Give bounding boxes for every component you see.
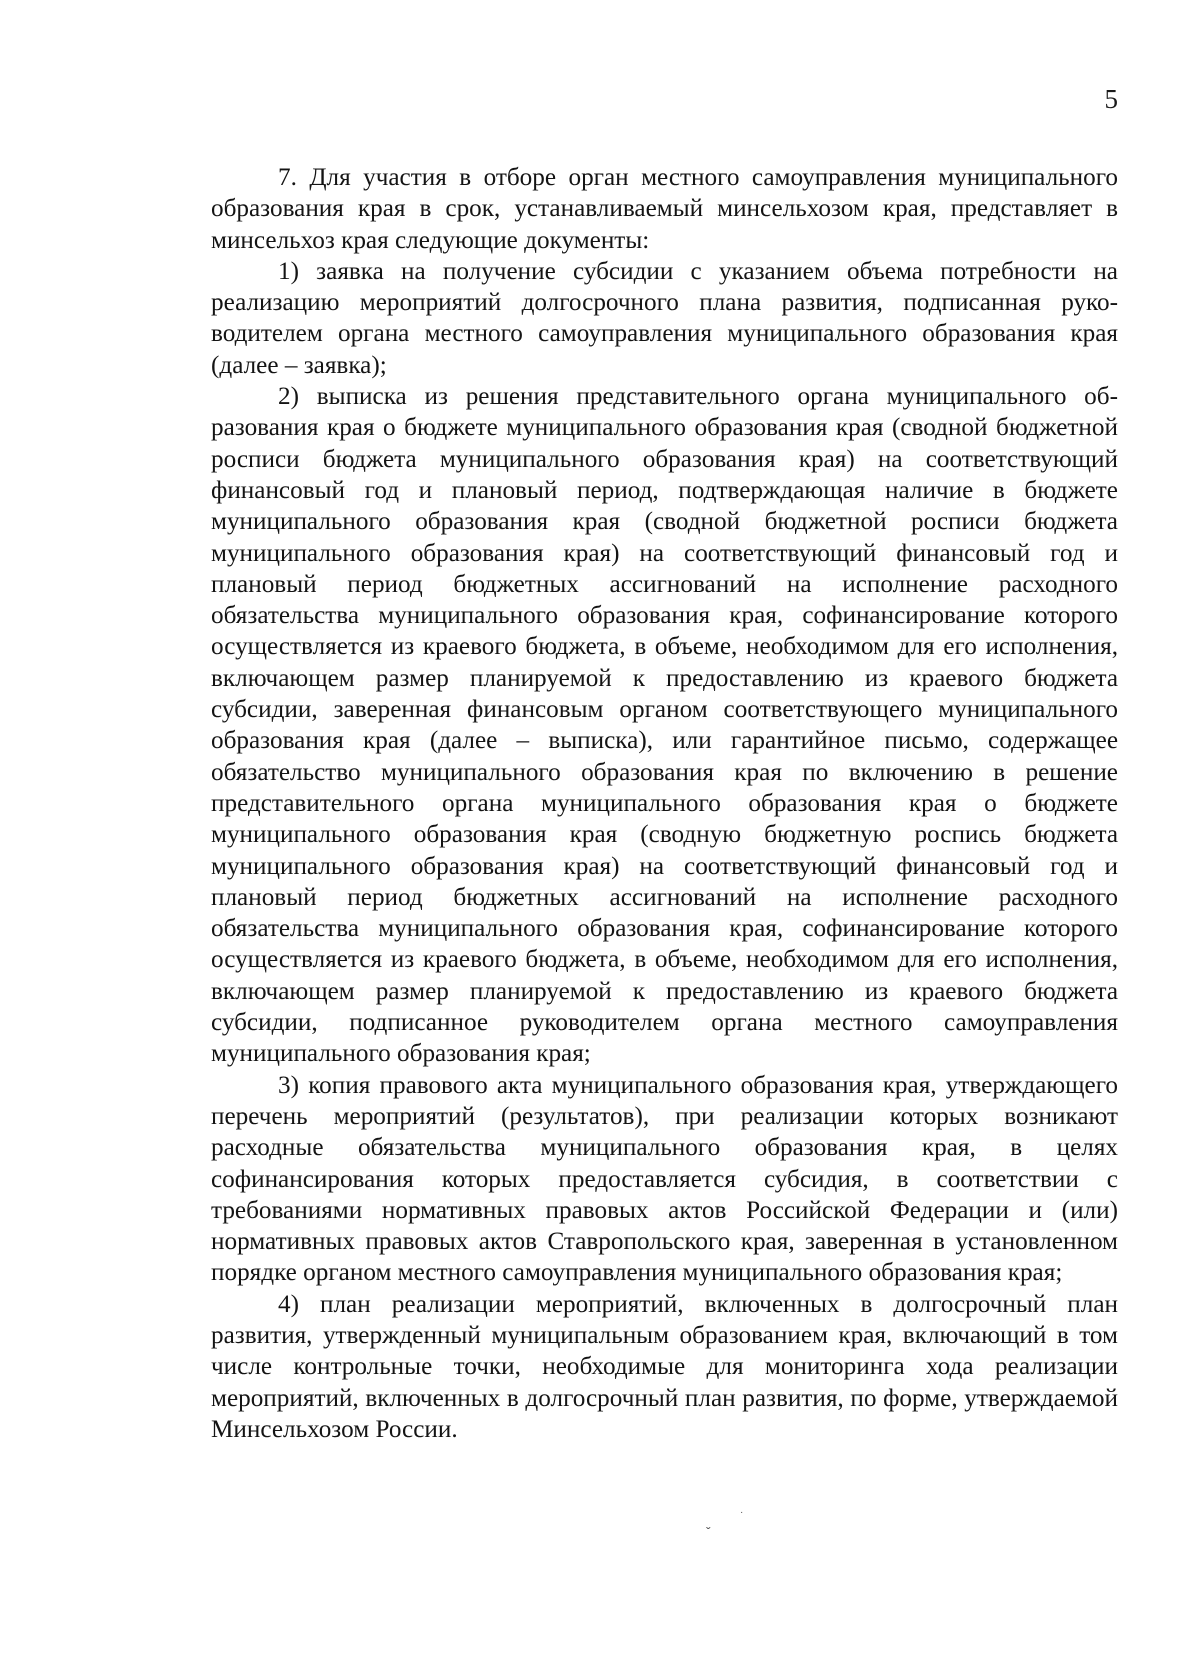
paragraph-item-1-application: 1) заявка на получение субсидии с указанием объема потребности на реализацию мероприятий долгосрочного плана развития, подписанная руководителем органа местного самоуправления муниципального образования края (далее – заявка); (211, 257, 1118, 379)
scan-artifact-mark: ˇ (706, 1524, 711, 1540)
paragraph-item-2-budget-extract: 2) выписка из решения представительного органа муниципального образования края о бюджете муниципального образования края (сводной бюджетной росписи бюджета муниципального образования края) на соответствующий финансовый год и плановый период, подтверждающая наличие в бюджете муниципального образования края (сводной бюджетной росписи бюджета муниципального образования края) на соответствующий финансовый год и плановый период бюджетных ассигнований на исполнение расходного обязательства муниципального образования края, софинансирование которого осуществляется из краевого бюджета, в объеме, необходимом для его исполнения, включающем размер планируемой к предоставлению из краевого бюджета субсидии, заверенная финансовым органом соответствующего муниципального образования края (далее – выписка), или гарантийное письмо, содержащее обязательство муниципального образования края по включению в решение представительного органа муниципального образования края о бюджете муниципального образования края (сводную бюджетную роспись бюджета муниципального образования края) на соответствующий финансовый год и плановый период бюджетных ассигнований на исполнение расходного обязательства муниципального образования края, софинансирование которого осуществляется из краевого бюджета, в объеме, необходимом для его исполнения, включающем размер планируемой к предоставлению из краевого бюджета субсидии, подписанное руководителем органа местного самоуправления муниципального образования края; (211, 383, 1118, 1068)
scan-artifact-dot: · (740, 1507, 744, 1518)
document-body (211, 162, 1118, 1445)
paragraph-item-4-implementation-plan: 4) план реализации мероприятий, включенных в долгосрочный план развития, утвержденный муниципальным образованием края, включающий в том числе контрольные точки, необходимые для мониторинга хода реализации мероприятий, включенных в долгосрочный план развития, по форме, утверждаемой Минсельхозом России. (211, 1290, 1118, 1443)
paragraph-item-3-legal-act-copy: 3) копия правового акта муниципального образования края, утверждающего перечень мероприятий (результатов), при реализации которых возникают расходные обязательства муниципального образования края, в целях софинансирования которых предоставляется субсидия, в соответствии с требованиями нормативных правовых актов Российской Федерации и (или) нормативных правовых актов Ставропольского края, заверенная в установленном порядке органом местного самоуправления муниципального образования края; (211, 1071, 1118, 1287)
page-number: 5 (1104, 84, 1118, 114)
paragraph-section-7: 7. Для участия в отборе орган местного самоуправления муниципального образования края в срок, устанавливаемый минсельхозом края, представляет в минсельхоз края следующие документы: (211, 164, 1118, 254)
